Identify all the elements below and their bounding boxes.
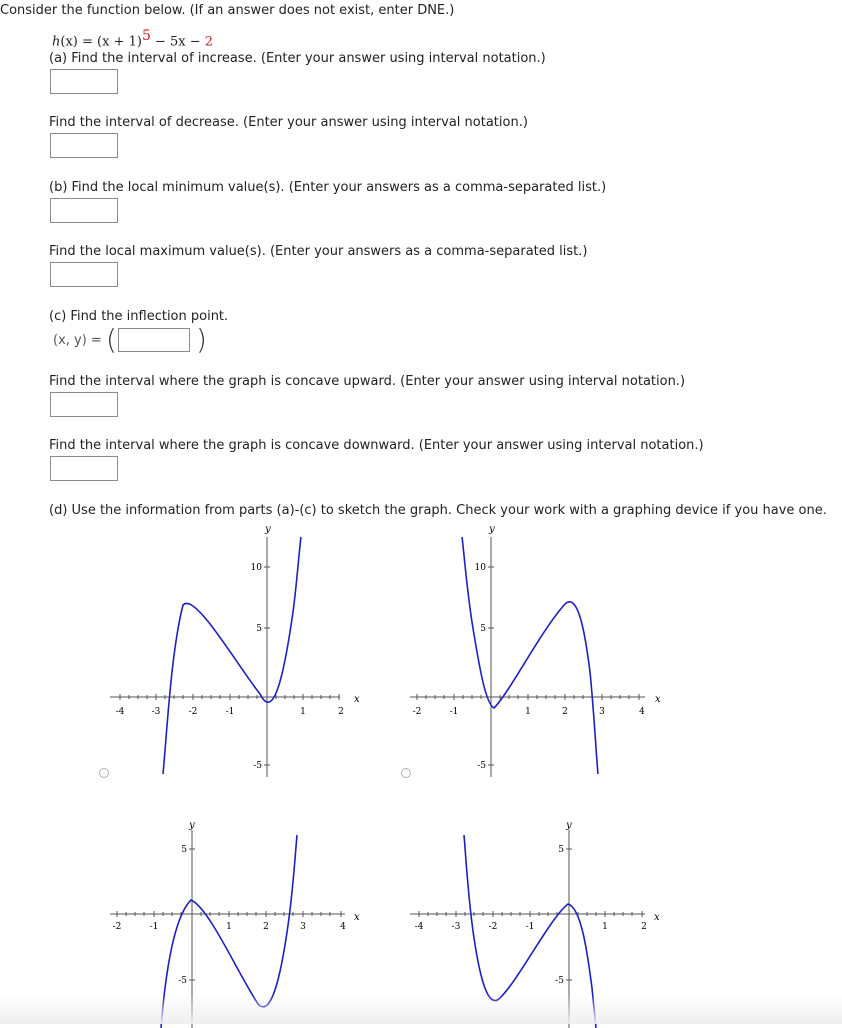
answer-local-max-input[interactable] [50,262,118,287]
question-c-concave-up: Find the interval where the graph is concave upward. (Enter your answer using interval notation.) [49,374,686,389]
x-tick-label: 1 [226,922,232,932]
x-axis-label: x [654,912,660,923]
question-b-local-min: (b) Find the local minimum value(s). (Enter your answers as a comma-separated list.) [49,180,607,195]
y-tick-label: 10 [474,563,486,573]
x-tick-label: 2 [641,922,647,932]
function-base: (x + 1) [97,34,142,50]
x-tick-label: 4 [639,707,645,717]
function-name: h [52,34,61,50]
function-exponent: 5 [141,28,151,44]
x-tick-label: -1 [449,707,459,717]
graph-option-3[interactable] [105,818,360,1028]
close-paren: ) [196,323,207,356]
x-tick-label: 2 [338,707,344,717]
graph-option-1[interactable] [105,522,360,772]
x-tick-label: -4 [115,707,125,717]
x-tick-label: -2 [188,707,198,717]
function-curve [163,537,301,774]
intro-text: Consider the function below. (If an answer does not exist, enter DNE.) [0,3,455,18]
question-c-inflection: (c) Find the inflection point. [49,309,229,324]
graph-option-2[interactable] [400,522,661,772]
answer-decrease-input[interactable] [50,133,118,158]
x-tick-label: 3 [599,707,605,717]
y-tick-label: 5 [256,624,262,634]
answer-local-min-input[interactable] [50,198,118,223]
x-axis-label: x [655,694,661,705]
x-tick-label: 2 [562,707,568,717]
x-tick-label: 4 [340,922,346,932]
question-c-concave-down: Find the interval where the graph is concave downward. (Enter your answer using interval notation.) [49,438,704,453]
question-d-sketch: (d) Use the information from parts (a)-(c) to sketch the graph. Check your work with a graphing device if you have one. [49,503,827,518]
x-tick-label: 1 [525,707,531,717]
x-tick-label: 1 [300,707,306,717]
open-paren: ( [106,323,117,356]
function-variable: x [65,34,73,50]
answer-increase-input[interactable] [50,69,118,94]
x-axis-label: x [354,912,360,923]
x-tick-label: -3 [151,707,161,717]
y-axis-label: y [265,524,271,535]
function-display: $h(x) = (x + 1)^5 - 5x - 2$ [52,28,214,50]
y-tick-label: 10 [250,563,262,573]
y-tick-label: -5 [253,761,262,771]
question-a-increase: (a) Find the interval of increase. (Enter your answer using interval notation.) [49,51,546,66]
y-tick-label: -5 [477,761,486,771]
graph-option-4[interactable] [400,818,660,1028]
x-tick-label: 2 [263,922,269,932]
x-tick-label: -2 [112,922,122,932]
y-tick-label: 5 [558,845,564,855]
y-tick-label: -5 [178,976,187,986]
x-tick-label: -1 [525,922,535,932]
x-tick-label: -2 [412,707,422,717]
function-tail: − 5x − 2 [150,34,214,50]
x-tick-label: -1 [225,707,235,717]
x-tick-label: -3 [451,922,461,932]
x-tick-label: -2 [488,922,498,932]
x-tick-label: -4 [414,922,424,932]
x-tick-label: 3 [300,922,306,932]
x-axis-label: x [354,694,360,705]
answer-inflection-input[interactable] [118,328,190,352]
x-tick-label: -1 [149,922,159,932]
y-tick-label: 5 [181,845,187,855]
question-b-local-max: Find the local maximum value(s). (Enter your answers as a comma-separated list.) [49,244,588,259]
question-a-decrease: Find the interval of decrease. (Enter your answer using interval notation.) [49,115,528,130]
answer-concave-down-input[interactable] [50,456,118,481]
function-constant: 2 [204,34,214,50]
x-tick-label: 1 [602,922,608,932]
y-tick-label: 5 [480,624,486,634]
y-axis-label: y [189,820,195,831]
answer-concave-up-input[interactable] [50,392,118,417]
inflection-label: (x, y) = [53,333,102,348]
y-tick-label: -5 [555,976,564,986]
y-axis-label: y [566,820,572,831]
y-axis-label: y [489,524,495,535]
